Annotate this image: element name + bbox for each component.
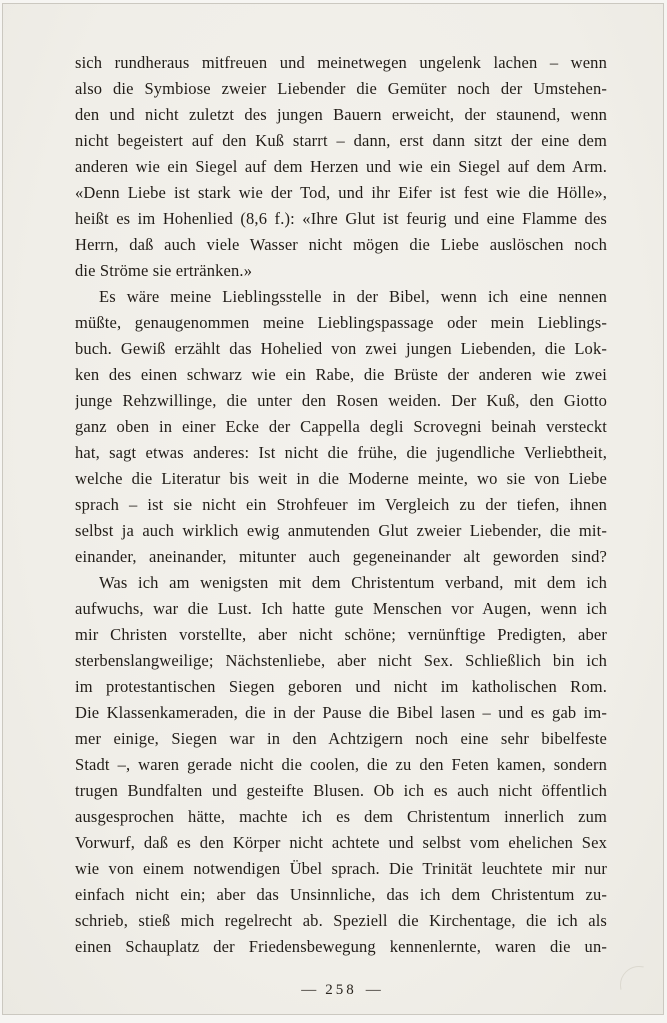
text-line: junge Rehzwillinge, die unter den Rosen weiden. Der Kuß, den Giotto [75,391,607,410]
text-line: welche die Literatur bis weit in die Moderne meinte, wo sie von Liebe [75,469,607,488]
text-line: Was ich am wenigsten mit dem Christentum verband, mit dem ich [99,573,607,592]
folio-number: 258 [325,982,357,998]
text-line: sterbenslangweilige; Nächstenliebe, aber nicht Sex. Schließlich bin ich [75,651,607,670]
text-line: Stadt –, waren gerade nicht die coolen, die zu den Feten kamen, sondern [75,755,607,774]
text-line: aufwuchs, war die Lust. Ich hatte gute Menschen vor Augen, wenn ich [75,599,607,618]
text-line: müßte, genaugenommen meine Lieblingspassage oder mein Lieblings- [75,313,607,332]
text-line: den und nicht zuletzt des jungen Bauern erweicht, der staunend, wenn [75,105,607,124]
page-number [75,980,607,1000]
text-line: buch. Gewiß erzählt das Hohelied von zwei jungen Liebenden, die Lok- [75,339,607,358]
text-line: Es wäre meine Lieblingsstelle in der Bibel, wenn ich eine nennen [99,287,607,306]
text-line: Die Klassenkameraden, die in der Pause die Bibel lasen – und es gab im- [75,703,607,722]
folio-dash-right: — [365,982,381,998]
text-line: einen Schauplatz der Friedensbewegung kennenlernte, waren die un- [75,937,607,956]
text-line: ganz oben in einer Ecke der Cappella degli Scrovegni beinah versteckt [75,417,607,436]
book-page [2,3,664,1015]
text-line: wie von einem notwendigen Übel sprach. Die Trinität leuchtete mir nur [75,859,607,878]
text-line: nicht begeistert auf den Kuß starrt – dann, erst dann sitzt der eine dem [75,131,607,150]
text-line: ausgesprochen hätte, machte ich es dem Christentum innerlich zum [75,807,607,826]
text-line: anderen wie ein Siegel auf dem Herzen und wie ein Siegel auf dem Arm. [75,157,607,176]
text-line: selbst ja auch wirklich ewig anmutenden Glut zweier Liebender, die mit- [75,521,607,540]
text-line: einander, aneinander, mitunter auch gegeneinander alt geworden sind? [75,547,607,566]
text-line: trugen Bundfalten und gesteifte Blusen. Ob ich es auch nicht öffentlich [75,781,607,800]
text-line: mer einige, Siegen war in den Achtzigern noch eine sehr bibelfeste [75,729,607,748]
text-line: «Denn Liebe ist stark wie der Tod, und ihr Eifer ist fest wie die Hölle», [75,183,607,202]
text-line: heißt es im Hohenlied (8,6 f.): «Ihre Glut ist feurig und eine Flamme des [75,209,607,228]
text-line: also die Symbiose zweier Liebender die Gemüter noch der Umstehen- [75,79,607,98]
text-line: hat, sagt etwas anderes: Ist nicht die frühe, die jugendliche Verliebtheit, [75,443,607,462]
text-block [75,50,607,960]
text-line: schrieb, stieß mich regelrecht ab. Speziell die Kirchentage, die ich als [75,911,607,930]
text-line: sprach – ist sie nicht ein Strohfeuer im Vergleich zu der tiefen, ihnen [75,495,607,514]
text-line: Herrn, daß auch viele Wasser nicht mögen die Liebe auslöschen noch [75,235,607,254]
text-line: die Ströme sie ertränken.» [75,261,253,280]
text-line: Vorwurf, daß es den Körper nicht achtete und selbst vom ehelichen Sex [75,833,607,852]
text-line: mir Christen vorstellte, aber nicht schöne; vernünftige Predigten, aber [75,625,607,644]
text-line: sich rundheraus mitfreuen und meinetwegen ungelenk lachen – wenn [75,53,607,72]
page-curl-mark [620,966,658,1004]
text-line: einfach nicht ein; aber das Unsinnliche, das ich dem Christentum zu- [75,885,607,904]
text-line: ken des einen schwarz wie ein Rabe, die Brüste der anderen wie zwei [75,365,607,384]
text-line: im protestantischen Siegen geboren und nicht im katholischen Rom. [75,677,607,696]
folio-dash-left: — [301,982,317,998]
